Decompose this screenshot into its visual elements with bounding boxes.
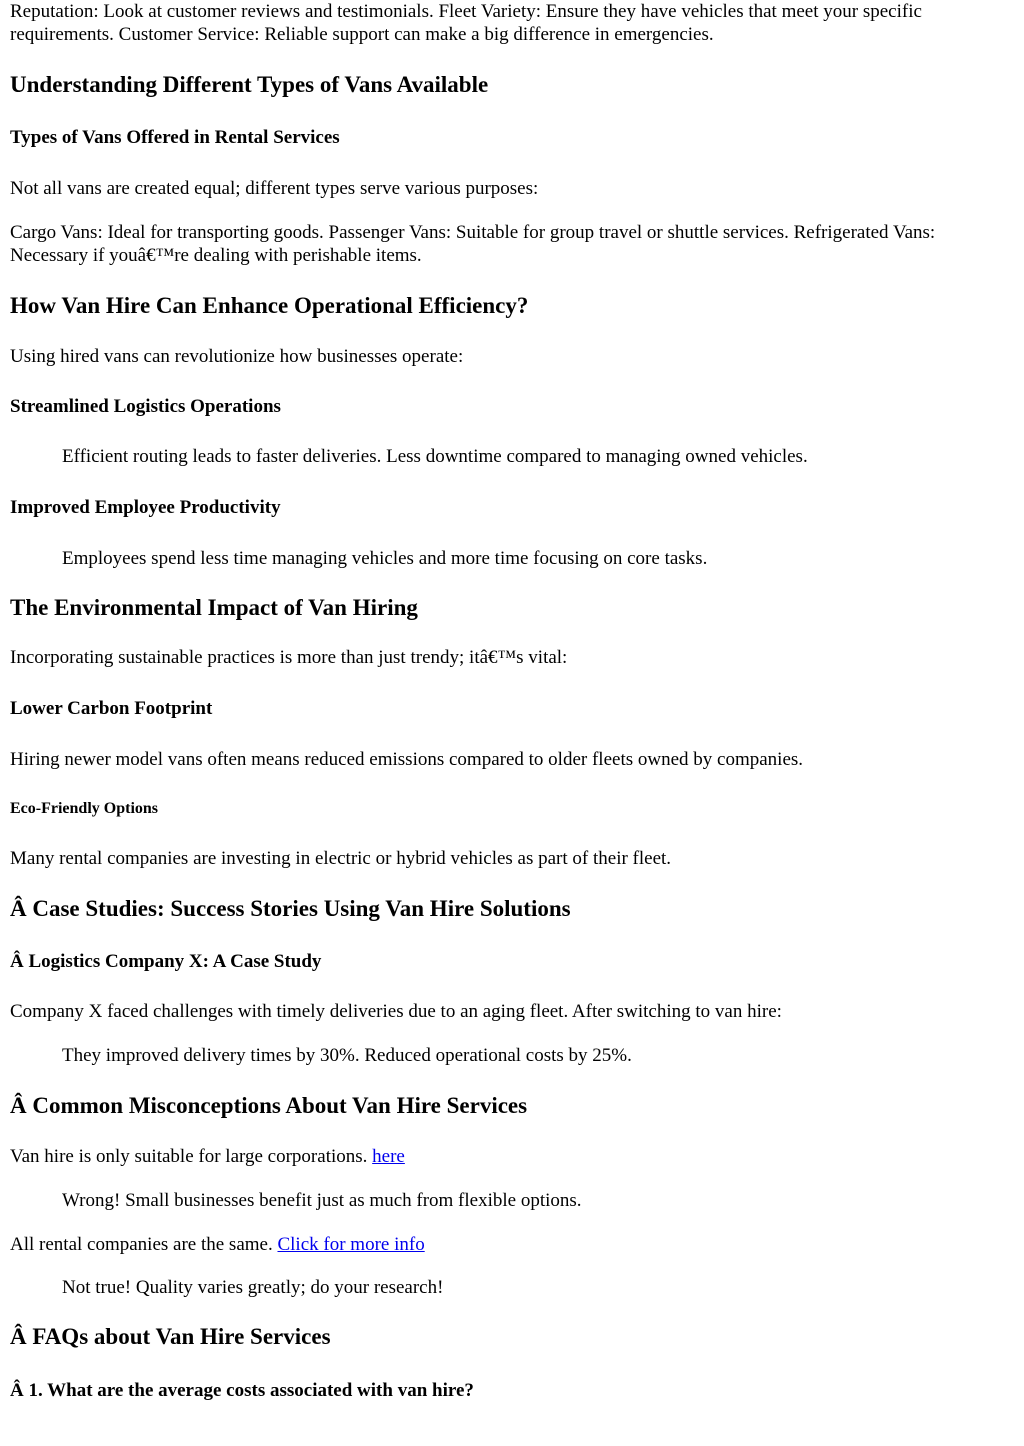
productivity-text: Employees spend less time managing vehicles and more time focusing on core tasks. bbox=[62, 548, 708, 569]
productivity-heading: Improved Employee Productivity bbox=[10, 497, 281, 518]
case-results: They improved delivery times by 30%. Reduced operational costs by 25%. bbox=[62, 1045, 632, 1066]
carbon-heading: Lower Carbon Footprint bbox=[10, 698, 213, 719]
types-subheading: Types of Vans Offered in Rental Services bbox=[10, 127, 340, 148]
types-heading: Understanding Different Types of Vans Available bbox=[10, 72, 489, 97]
logistics-text: Efficient routing leads to faster deliveries. Less downtime compared to managing owned vehicles. bbox=[62, 446, 808, 467]
eco-text: Many rental companies are investing in electric or hybrid vehicles as part of their fleet. bbox=[10, 848, 672, 869]
efficiency-intro: Using hired vans can revolutionize how businesses operate: bbox=[10, 346, 464, 367]
myth-1-text: Van hire is only suitable for large corporations. bbox=[10, 1146, 368, 1167]
misconceptions-heading: Â Common Misconceptions About Van Hire Services bbox=[10, 1093, 528, 1118]
more-info-link[interactable]: Click for more info bbox=[277, 1234, 425, 1255]
myth-1 bbox=[10, 1145, 1010, 1168]
intro-paragraph: Reputation: Look at customer reviews and testimonials. Fleet Variety: Ensure they have vehicles that meet your specific requirements. Customer Service: Reliable support can make a big difference in emergencies. bbox=[10, 1, 922, 45]
efficiency-heading: How Van Hire Can Enhance Operational Efficiency? bbox=[10, 293, 529, 318]
myth-2-text: All rental companies are the same. bbox=[10, 1234, 273, 1255]
environment-heading: The Environmental Impact of Van Hiring bbox=[10, 595, 418, 620]
types-intro: Not all vans are created equal; different types serve various purposes: bbox=[10, 178, 539, 199]
faq-question-1: Â 1. What are the average costs associated with van hire? bbox=[10, 1380, 474, 1401]
environment-intro: Incorporating sustainable practices is more than just trendy; itâ€™s vital: bbox=[10, 647, 568, 668]
carbon-text: Hiring newer model vans often means reduced emissions compared to older fleets owned by companies. bbox=[10, 749, 804, 770]
types-list: Cargo Vans: Ideal for transporting goods. Passenger Vans: Suitable for group travel or shuttle services. Refrigerated Vans: Necessary if youâ€™re dealing with perishable items. bbox=[10, 222, 936, 266]
myth-2-answer: Not true! Quality varies greatly; do your research! bbox=[62, 1277, 444, 1298]
faq-heading: Â FAQs about Van Hire Services bbox=[10, 1324, 331, 1349]
myth-1-answer: Wrong! Small businesses benefit just as much from flexible options. bbox=[62, 1190, 582, 1211]
case-subheading: Â Logistics Company X: A Case Study bbox=[10, 951, 322, 972]
eco-heading: Eco-Friendly Options bbox=[10, 800, 159, 817]
case-heading: Â Case Studies: Success Stories Using Van Hire Solutions bbox=[10, 896, 571, 921]
here-link[interactable]: here bbox=[372, 1146, 405, 1167]
case-intro: Company X faced challenges with timely deliveries due to an aging fleet. After switching to van hire: bbox=[10, 1001, 782, 1022]
myth-2 bbox=[10, 1233, 1010, 1256]
logistics-heading: Streamlined Logistics Operations bbox=[10, 396, 281, 417]
